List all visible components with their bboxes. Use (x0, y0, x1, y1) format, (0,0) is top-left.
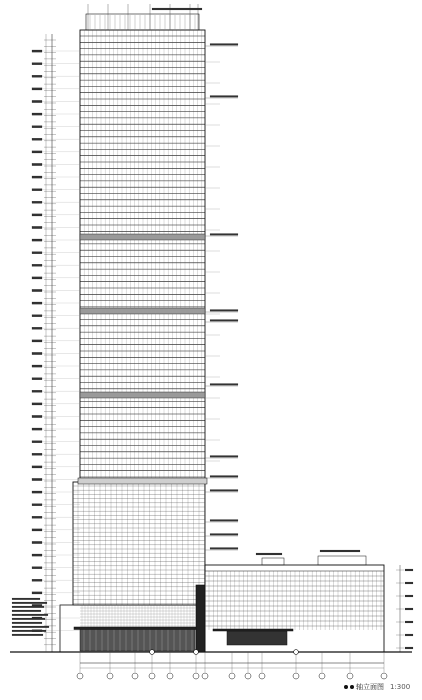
axis-bubble-7 (229, 673, 235, 679)
base-note-line (12, 598, 40, 600)
level-marker (32, 163, 42, 165)
level-marker (32, 554, 42, 556)
tower-refuge-band-1 (80, 308, 205, 314)
level-marker (32, 201, 42, 203)
level-marker (32, 466, 42, 468)
caption-title: 轴立面图 (356, 683, 384, 691)
level-marker (32, 289, 42, 291)
level-marker (32, 478, 42, 480)
base-note-line (12, 602, 47, 604)
level-marker (32, 415, 42, 417)
level-marker (32, 453, 42, 455)
base-note-line (12, 630, 46, 632)
caption-bullet-icon-2 (350, 685, 354, 689)
level-marker (32, 340, 42, 342)
level-marker (32, 252, 42, 254)
annex-roof-plant (318, 556, 366, 565)
level-marker (32, 75, 42, 77)
level-marker (32, 113, 42, 115)
level-marker (32, 88, 42, 90)
level-marker (32, 138, 42, 140)
top-note (152, 8, 202, 10)
base-note-line (12, 626, 49, 628)
podium-outline (73, 482, 205, 605)
tower-note-ann-11 (210, 534, 238, 536)
level-marker (32, 352, 42, 354)
annex-dim-label (405, 608, 413, 610)
level-marker (32, 302, 42, 304)
level-marker (32, 365, 42, 367)
annex-dim-label (405, 647, 413, 649)
axis-bubble-9 (259, 673, 265, 679)
caption-scale: 1:300 (390, 683, 411, 691)
level-marker (32, 151, 42, 153)
tower-note-ann-8 (210, 476, 238, 478)
annex-dim-label (405, 569, 413, 571)
tower-refuge-band-2 (80, 392, 205, 398)
base-note-line (12, 618, 45, 620)
base-note-line (12, 610, 41, 612)
entrance-canopy (74, 627, 201, 630)
drawing-linework (10, 4, 413, 679)
annex-note-2 (320, 550, 360, 552)
level-marker (32, 579, 42, 581)
base-note-line (12, 606, 44, 608)
level-marker (32, 189, 42, 191)
axis-bubble-4 (167, 673, 173, 679)
level-marker (32, 491, 42, 493)
axis-bubble-2 (132, 673, 138, 679)
level-marker (32, 592, 42, 594)
level-marker (32, 529, 42, 531)
axis-bubble-0 (77, 673, 83, 679)
level-marker (32, 516, 42, 518)
entrance-glazing (80, 629, 195, 651)
tower-note-ann-4 (210, 310, 238, 312)
annex-note-1 (256, 553, 282, 555)
level-marker (32, 176, 42, 178)
tower-note-ann-1 (210, 44, 238, 46)
level-marker (32, 428, 42, 430)
key-axis-marker-1 (194, 650, 199, 655)
drawing-caption (344, 682, 410, 692)
axis-bubble-8 (245, 673, 251, 679)
annex-entrance (227, 631, 287, 645)
tower-note-ann-5 (210, 320, 238, 322)
level-marker (32, 378, 42, 380)
level-marker (32, 277, 42, 279)
key-axis-marker-0 (150, 650, 155, 655)
key-axis-marker-2 (294, 650, 299, 655)
level-marker (32, 327, 42, 329)
annex-roof-plant-2 (262, 558, 284, 565)
podium-transfer-band (78, 478, 207, 484)
base-note-line (12, 622, 42, 624)
axis-bubble-13 (381, 673, 387, 679)
tower-note-ann-7 (210, 456, 238, 458)
tower-crown (86, 14, 199, 30)
level-marker (32, 541, 42, 543)
level-marker (32, 126, 42, 128)
level-marker (32, 100, 42, 102)
axis-bubble-11 (319, 673, 325, 679)
axis-bubble-10 (293, 673, 299, 679)
tower-note-ann-9 (210, 490, 238, 492)
annex-dim-label (405, 634, 413, 636)
service-core-dark (196, 585, 205, 652)
axis-bubble-5 (193, 673, 199, 679)
tower-refuge-band-0 (80, 234, 205, 240)
axis-bubble-6 (202, 673, 208, 679)
level-marker (32, 63, 42, 65)
level-marker (32, 214, 42, 216)
annex-canopy (213, 629, 293, 631)
caption-bullet-icon (344, 685, 348, 689)
tower-note-ann-10 (210, 520, 238, 522)
axis-bubble-1 (107, 673, 113, 679)
axis-bubble-3 (149, 673, 155, 679)
annex-dim-label (405, 621, 413, 623)
level-marker (32, 390, 42, 392)
tower-note-ann-3 (210, 234, 238, 236)
tower-note-ann-12 (210, 548, 238, 550)
axis-bubble-12 (347, 673, 353, 679)
level-marker (32, 226, 42, 228)
level-marker (32, 315, 42, 317)
level-marker (32, 50, 42, 52)
level-marker (32, 441, 42, 443)
base-note-line (12, 614, 48, 616)
tower-note-ann-6 (210, 384, 238, 386)
level-marker (32, 504, 42, 506)
annex-dim-label (405, 582, 413, 584)
base-note-line (12, 634, 43, 636)
level-marker (32, 264, 42, 266)
annex-dim-label (405, 595, 413, 597)
level-marker (32, 567, 42, 569)
tower-note-ann-2 (210, 96, 238, 98)
level-marker (32, 239, 42, 241)
level-marker (32, 403, 42, 405)
